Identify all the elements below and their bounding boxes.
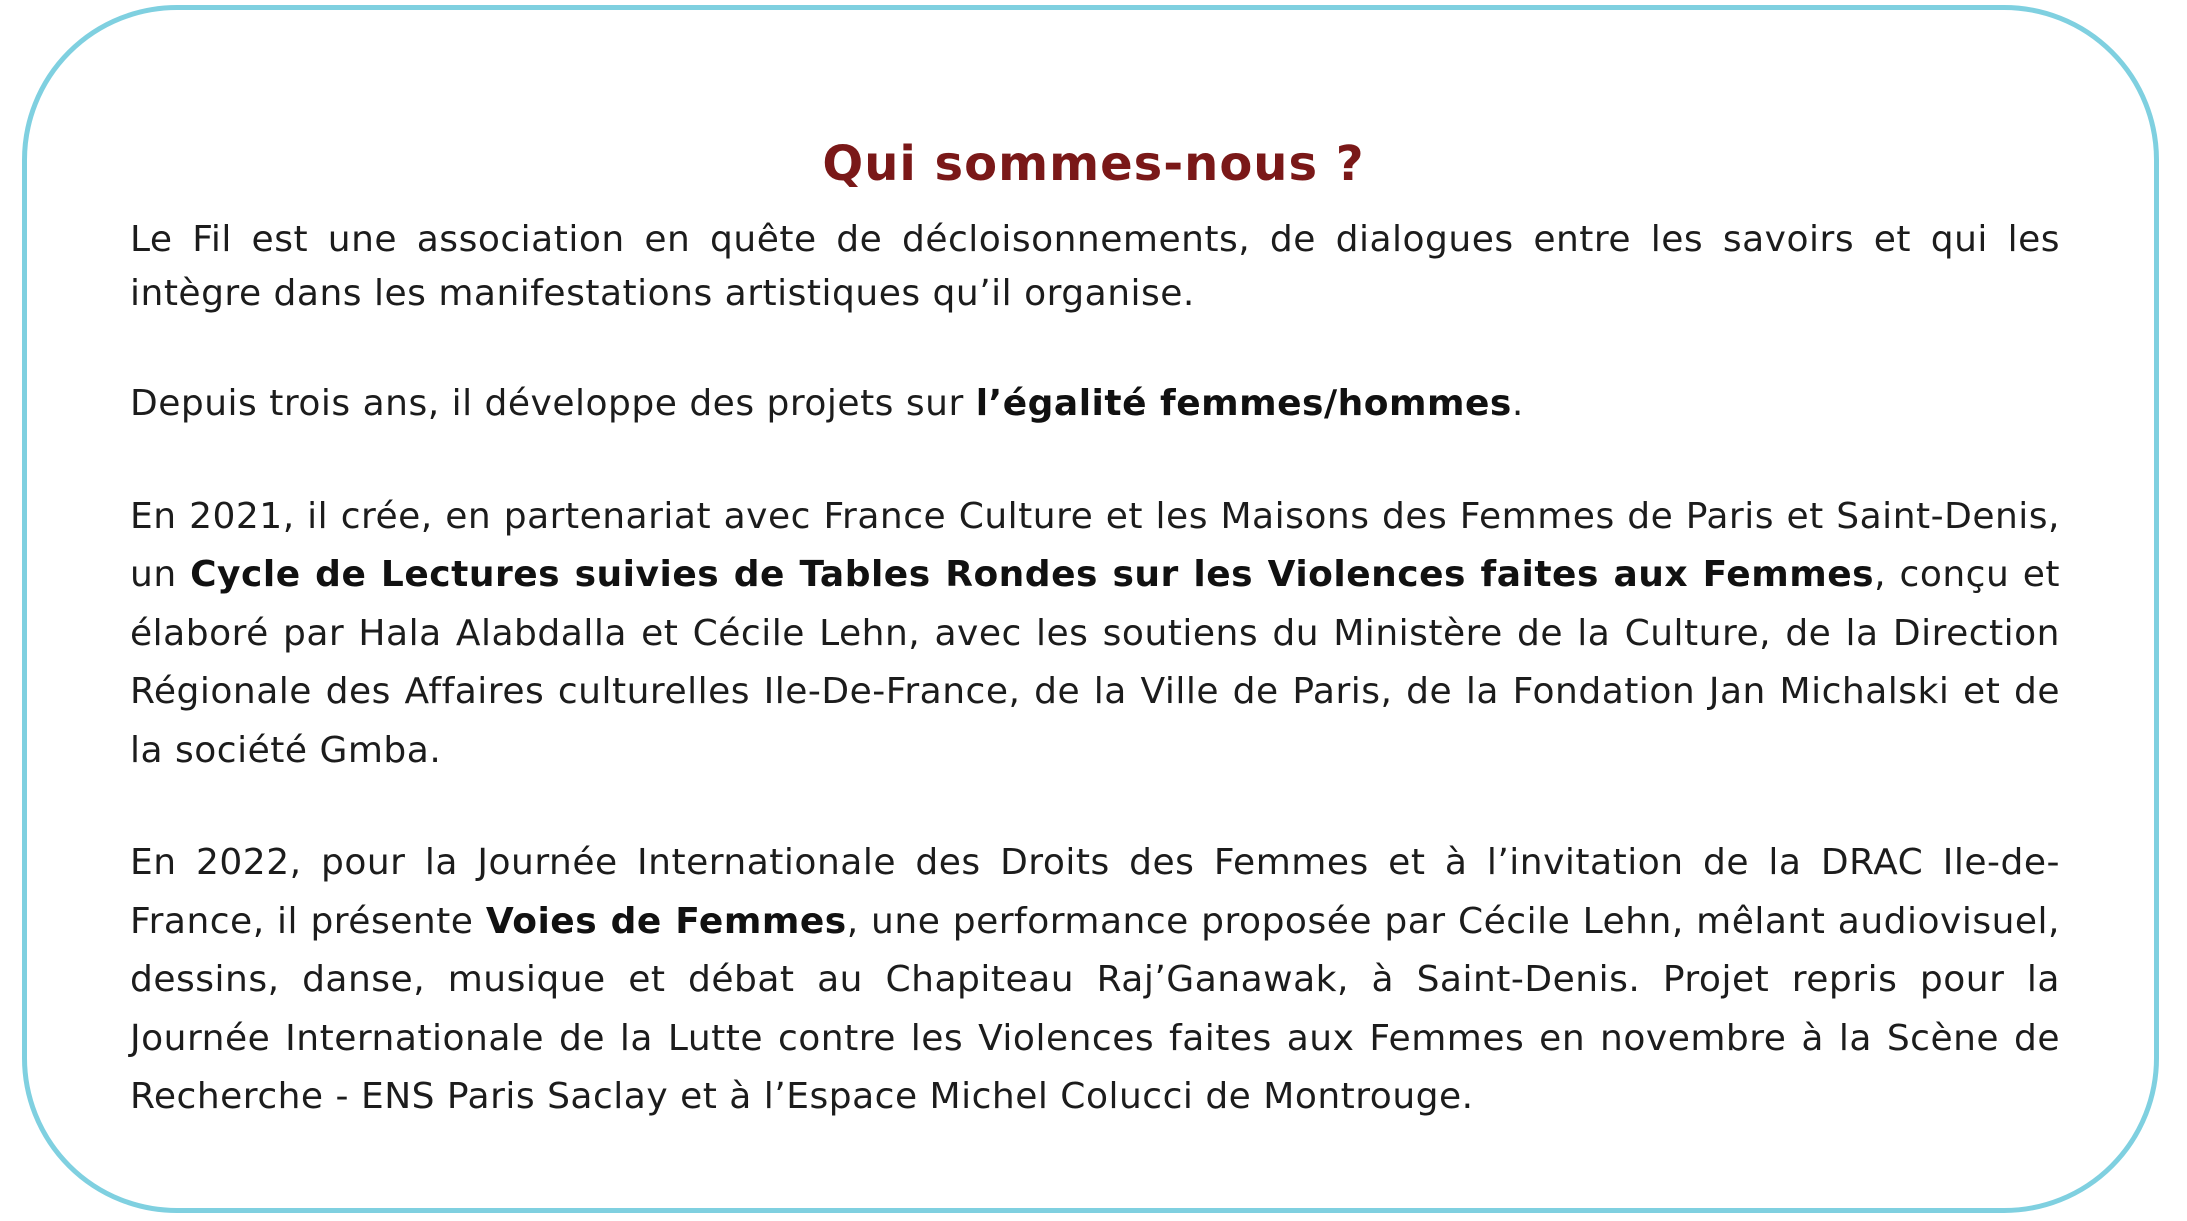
paragraph-equality-highlight: l’égalité femmes/hommes: [975, 383, 1512, 424]
paragraph-2022-end: , une performance proposée par Cécile Lehn, mêlant audiovisuel, dessins, danse, musique et débat au Chapiteau Raj’Ganawak, à Saint-Denis. Projet repris pour la Journée Internationale de la Lutte contre les Violences faites aux Femmes en novembre à la Scène de Recherche - ENS Paris Saclay et à l’Espace Michel Colucci de Montrouge.: [130, 900, 2060, 1117]
paragraph-2022: [130, 834, 2060, 1127]
paragraph-2021-end: , conçu et élaboré par Hala Alabdalla et Cécile Lehn, avec les soutiens du Ministère de la Culture, de la Direction Régionale des Affaires culturelles Ile-De-France, de la Ville de Paris, de la Fondation Jan Michalski et de la société Gmba.: [130, 554, 2061, 771]
text-body: [130, 213, 2060, 1127]
paragraph-2021-highlight: Cycle de Lectures suivies de Tables Rondes sur les Violences faites aux Femmes: [190, 554, 1875, 595]
paragraph-equality: [130, 375, 2060, 434]
paragraph-equality-end: .: [1511, 383, 1524, 424]
paragraph-intro: Le Fil est une association en quête de décloisonnements, de dialogues entre les savoirs et qui les intègre dans les manifestations artistiques qu’il organise.: [130, 219, 2060, 314]
paragraph-2021: [130, 488, 2060, 781]
paragraph-2022-highlight: Voies de Femmes: [485, 900, 847, 942]
paragraph-2022-text: En 2022, pour la Journée Internationale des Droits des Femmes et à l’invitation de la DRAC Ile-de-France, il présente: [130, 842, 2060, 942]
page-title: Qui sommes-nous ?: [822, 136, 1365, 193]
paragraph-equality-text: Depuis trois ans, il développe des projets sur: [130, 383, 976, 424]
paragraph-2021-text: En 2021, il crée, en partenariat avec France Culture et les Maisons des Femmes de Paris et Saint-Denis, un: [130, 495, 2060, 595]
